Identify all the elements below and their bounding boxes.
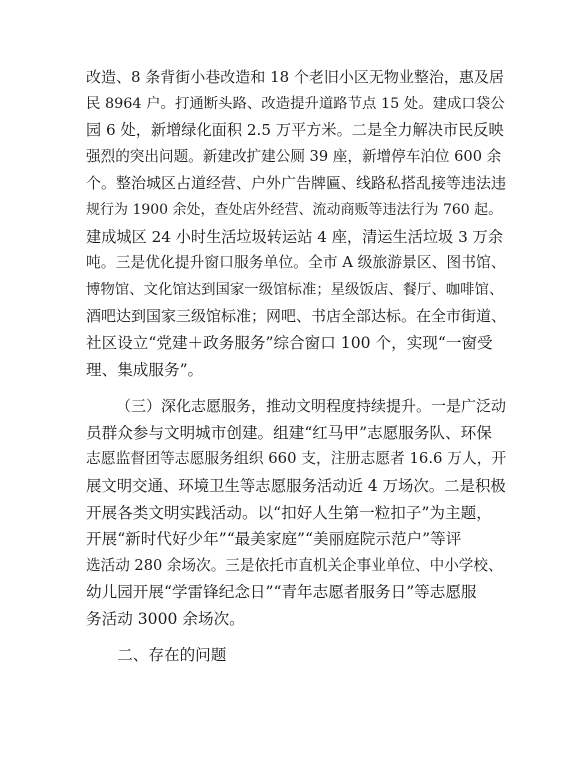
document-body bbox=[86, 64, 506, 669]
text-line: 展文明交通、环境卫生等志愿服务活动近 4 万场次。二是积极 bbox=[86, 476, 506, 495]
text-line: 博物馆、文化馆达到国家一级馆标准；星级饭店、餐厅、咖啡馆、 bbox=[86, 281, 504, 298]
text-line: 选活动 280 余场次。三是依托市直机关企事业单位、中小学校、 bbox=[86, 556, 503, 574]
paragraph-volunteer-service bbox=[86, 393, 506, 632]
text-line: 规行为 1900 余处，查处店外经营、流动商贩等违法行为 760 起。 bbox=[86, 201, 503, 218]
section-heading-problems bbox=[86, 642, 506, 669]
text-line: 个。整治城区占道经营、户外广告牌匾、线路私搭乱接等违法违 bbox=[86, 174, 506, 193]
paragraph-city-renovation bbox=[86, 64, 506, 383]
text-line: 理、集成服务”。 bbox=[86, 360, 204, 379]
text-line: 幼儿园开展“学雷锋纪念日”“青年志愿者服务日”等志愿服 bbox=[86, 583, 477, 602]
text-line: 员群众参与文明城市创建。组建“红马甲”志愿服务队、环保 bbox=[86, 423, 492, 442]
text-line: 园 6 处，新增绿化面积 2.5 万平方米。二是全力解决市民反映 bbox=[86, 121, 504, 140]
text-line: 志愿监督团等志愿服务组织 660 支，注册志愿者 16.6 万人，开 bbox=[86, 450, 506, 468]
text-line: 社区设立“党建＋政务服务”综合窗口 100 个，实现“一窗受 bbox=[86, 333, 493, 352]
text-line: 建成城区 24 小时生活垃圾转运站 4 座，清运生活垃圾 3 万余 bbox=[86, 227, 503, 246]
text-line: 吨。三是优化提升窗口服务单位。全市 A 级旅游景区、图书馆、 bbox=[86, 254, 506, 272]
text-line: 开展“新时代好少年”“最美家庭”“美丽庭院示范户”等评 bbox=[86, 530, 462, 549]
text-line: 酒吧达到国家三级馆标准；网吧、书店全部达标。在全市街道、 bbox=[86, 307, 506, 326]
text-line: 民 8964 户。打通断头路、改造提升道路节点 15 处。建成口袋公 bbox=[86, 95, 505, 112]
heading-line: 二、存在的问题 bbox=[117, 646, 227, 665]
text-line: 开展各类文明实践活动。以“扣好人生第一粒扣子”为主题， bbox=[86, 503, 492, 522]
section-heading-line: （三）深化志愿服务，推动文明程度持续提升。一是广泛动 bbox=[116, 397, 506, 416]
text-line: 强烈的突出问题。新建改扩建公厕 39 座，新增停车泊位 600 余 bbox=[86, 147, 502, 165]
text-line: 改造、8 条背街小巷改造和 18 个老旧小区无物业整治，惠及居 bbox=[86, 68, 504, 86]
text-line: 务活动 3000 余场次。 bbox=[86, 609, 245, 628]
